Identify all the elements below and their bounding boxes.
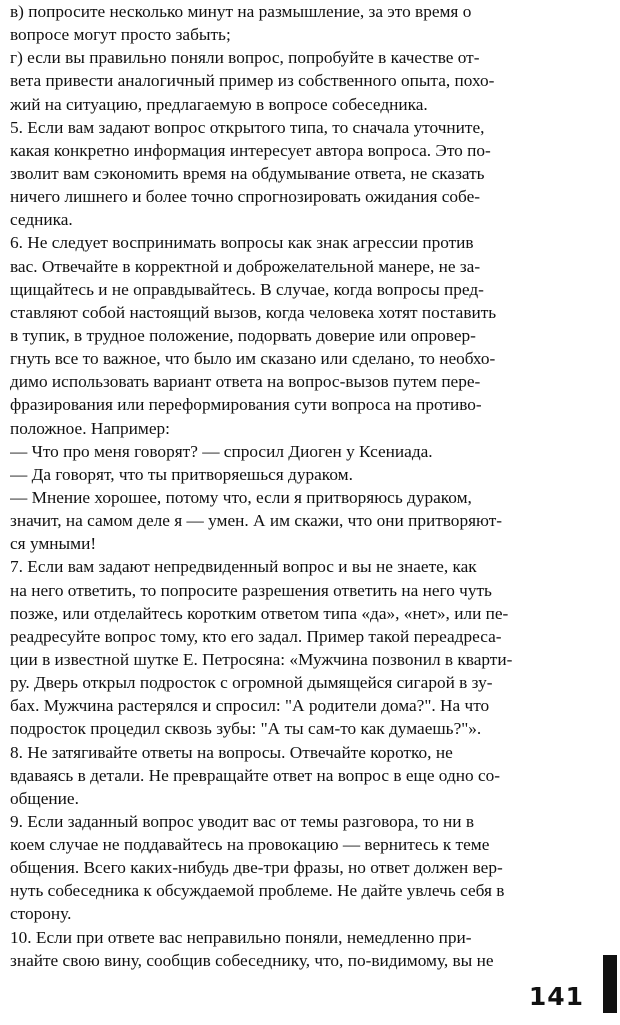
text-line: 9. Если заданный вопрос уводит вас от темы разговора, то ни в [10, 811, 475, 831]
text-line: фразирования или переформирования сути вопроса на противо- [10, 395, 482, 415]
text-line: на него ответить, то попросите разрешения ответить на него чуть [10, 580, 492, 600]
text-line: димо использовать вариант ответа на вопрос-вызов путем пере- [10, 372, 481, 392]
text-line: 6. Не следует воспринимать вопросы как знак агрессии против [10, 233, 474, 253]
text-line: гнуть все то важное, что было им сказано или сделано, то необхо- [10, 349, 496, 369]
text-line: — Мнение хорошее, потому что, если я притворяюсь дураком, [10, 487, 472, 507]
text-line: — Да говорят, что ты притворяешься дураком. [10, 464, 353, 484]
text-line: в) попросите несколько минут на размышление, за это время о [10, 2, 472, 21]
text-line: вета привести аналогичный пример из собственного опыта, похо- [10, 71, 495, 91]
text-line: ничего лишнего и более точно спрогнозировать ожидания собе- [10, 187, 481, 207]
text-line: зволит вам сэкономить время на обдумывание ответа, не сказать [10, 163, 485, 183]
text-line: значит, на самом деле я — умен. А им скажи, что они притворяют- [10, 511, 503, 531]
body-text [10, 0, 608, 972]
page-number: 141 [528, 982, 584, 1011]
text-line: 8. Не затягивайте ответы на вопросы. Отвечайте коротко, не [10, 742, 453, 762]
text-line: 5. Если вам задают вопрос открытого типа, то сначала уточните, [10, 117, 485, 137]
text-line: общения. Всего каких-нибудь две-три фразы, но ответ должен вер- [10, 858, 503, 878]
text-line: ции в известной шутке Е. Петросяна: «Мужчина позвонил в кварти- [10, 649, 513, 669]
text-line: положное. Например: [10, 418, 170, 438]
text-line: общение. [10, 788, 79, 808]
text-line: сторону. [10, 904, 72, 924]
text-line: ру. Дверь открыл подросток с огромной дымящейся сигарой в зу- [10, 673, 493, 693]
text-line: 10. Если при ответе вас неправильно поняли, немедленно при- [10, 927, 472, 947]
text-line: коем случае не поддавайтесь на провокацию — вернитесь к теме [10, 835, 490, 855]
text-line: щищайтесь и не оправдывайтесь. В случае, когда вопросы пред- [10, 279, 484, 299]
text-line: нуть собеседника к обсуждаемой проблеме. Не дайте увлечь себя в [10, 881, 505, 901]
text-line: ся умными! [10, 534, 97, 554]
text-line: жий на ситуацию, предлагаемую в вопросе собеседника. [10, 94, 428, 114]
text-line: вдаваясь в детали. Не превращайте ответ на вопрос в еще одно со- [10, 765, 501, 785]
text-line: ставляют собой настоящий вызов, когда человека хотят поставить [10, 302, 497, 322]
text-line: вас. Отвечайте в корректной и доброжелательной манере, не за- [10, 256, 481, 276]
text-line: — Что про меня говорят? — спросил Диоген у Ксениада. [10, 441, 433, 461]
text-line: вопросе могут просто забыть; [10, 25, 231, 45]
text-line: реадресуйте вопрос тому, кто его задал. Пример такой переадреса- [10, 626, 502, 646]
text-line: в тупик, в трудное положение, подорвать доверие или опровер- [10, 325, 476, 345]
thumb-index-bar [603, 955, 617, 1013]
text-line: седника. [10, 210, 73, 230]
text-line: 7. Если вам задают непредвиденный вопрос и вы не знаете, как [10, 557, 477, 577]
text-line: какая конкретно информация интересует автора вопроса. Это по- [10, 140, 491, 160]
text-line: г) если вы правильно поняли вопрос, попробуйте в качестве от- [10, 48, 480, 68]
text-line: подросток процедил сквозь зубы: "А ты сам-то как думаешь?"». [10, 719, 482, 739]
text-line: позже, или отделайтесь коротким ответом типа «да», «нет», или пе- [10, 603, 509, 623]
text-line: бах. Мужчина растерялся и спросил: "А родители дома?". На что [10, 696, 490, 716]
text-line: знайте свою вину, сообщив собеседнику, что, по-видимому, вы не [10, 950, 494, 970]
